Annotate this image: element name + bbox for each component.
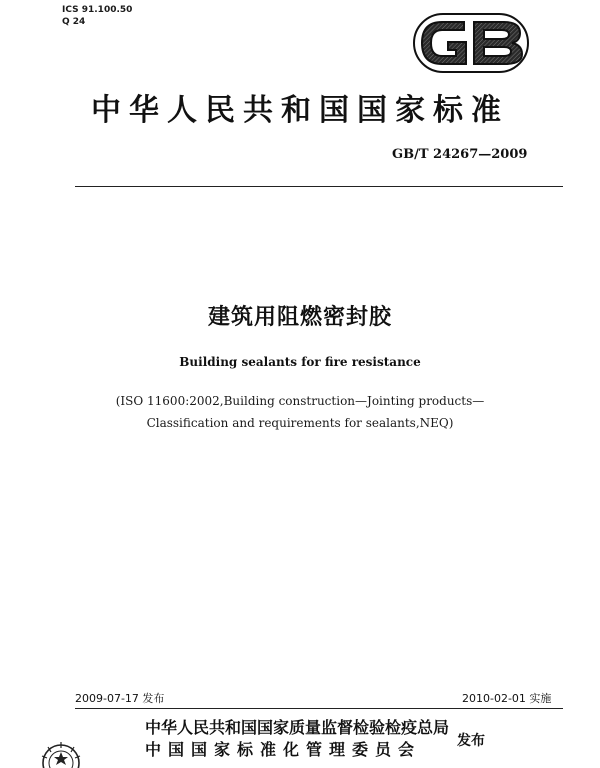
gb-logo-icon <box>412 12 530 74</box>
standard-number: GB/T 24267—2009 <box>392 147 528 162</box>
iso-reference-line2: Classification and requirements for sealants,NEQ) <box>146 416 454 430</box>
footer-divider <box>75 708 563 709</box>
issuer-sac: 中国国家标准化管理委员会 <box>145 740 422 759</box>
publish-date: 2009-07-17 发布 <box>75 692 165 705</box>
classification-codes <box>62 4 132 28</box>
ccs-code: Q 24 <box>62 17 86 27</box>
ics-code: ICS 91.100.50 <box>62 5 133 15</box>
document-title-cn: 建筑用阻燃密封胶 <box>207 305 392 330</box>
iso-reference-line1: (ISO 11600:2002,Building construction—Jointing products— <box>115 394 485 408</box>
standard-category-title: 中华人民共和国国家标准 <box>91 93 509 128</box>
issuing-authorities <box>145 717 449 761</box>
issue-label: 发布 <box>457 733 485 749</box>
document-title-en: Building sealants for fire resistance <box>179 355 421 369</box>
header-divider <box>75 186 563 187</box>
emblem-icon <box>36 738 86 768</box>
iso-reference <box>0 390 600 434</box>
implementation-date: 2010-02-01 实施 <box>462 692 552 705</box>
issuer-aqsiq: 中华人民共和国国家质量监督检验检疫总局 <box>145 718 450 737</box>
